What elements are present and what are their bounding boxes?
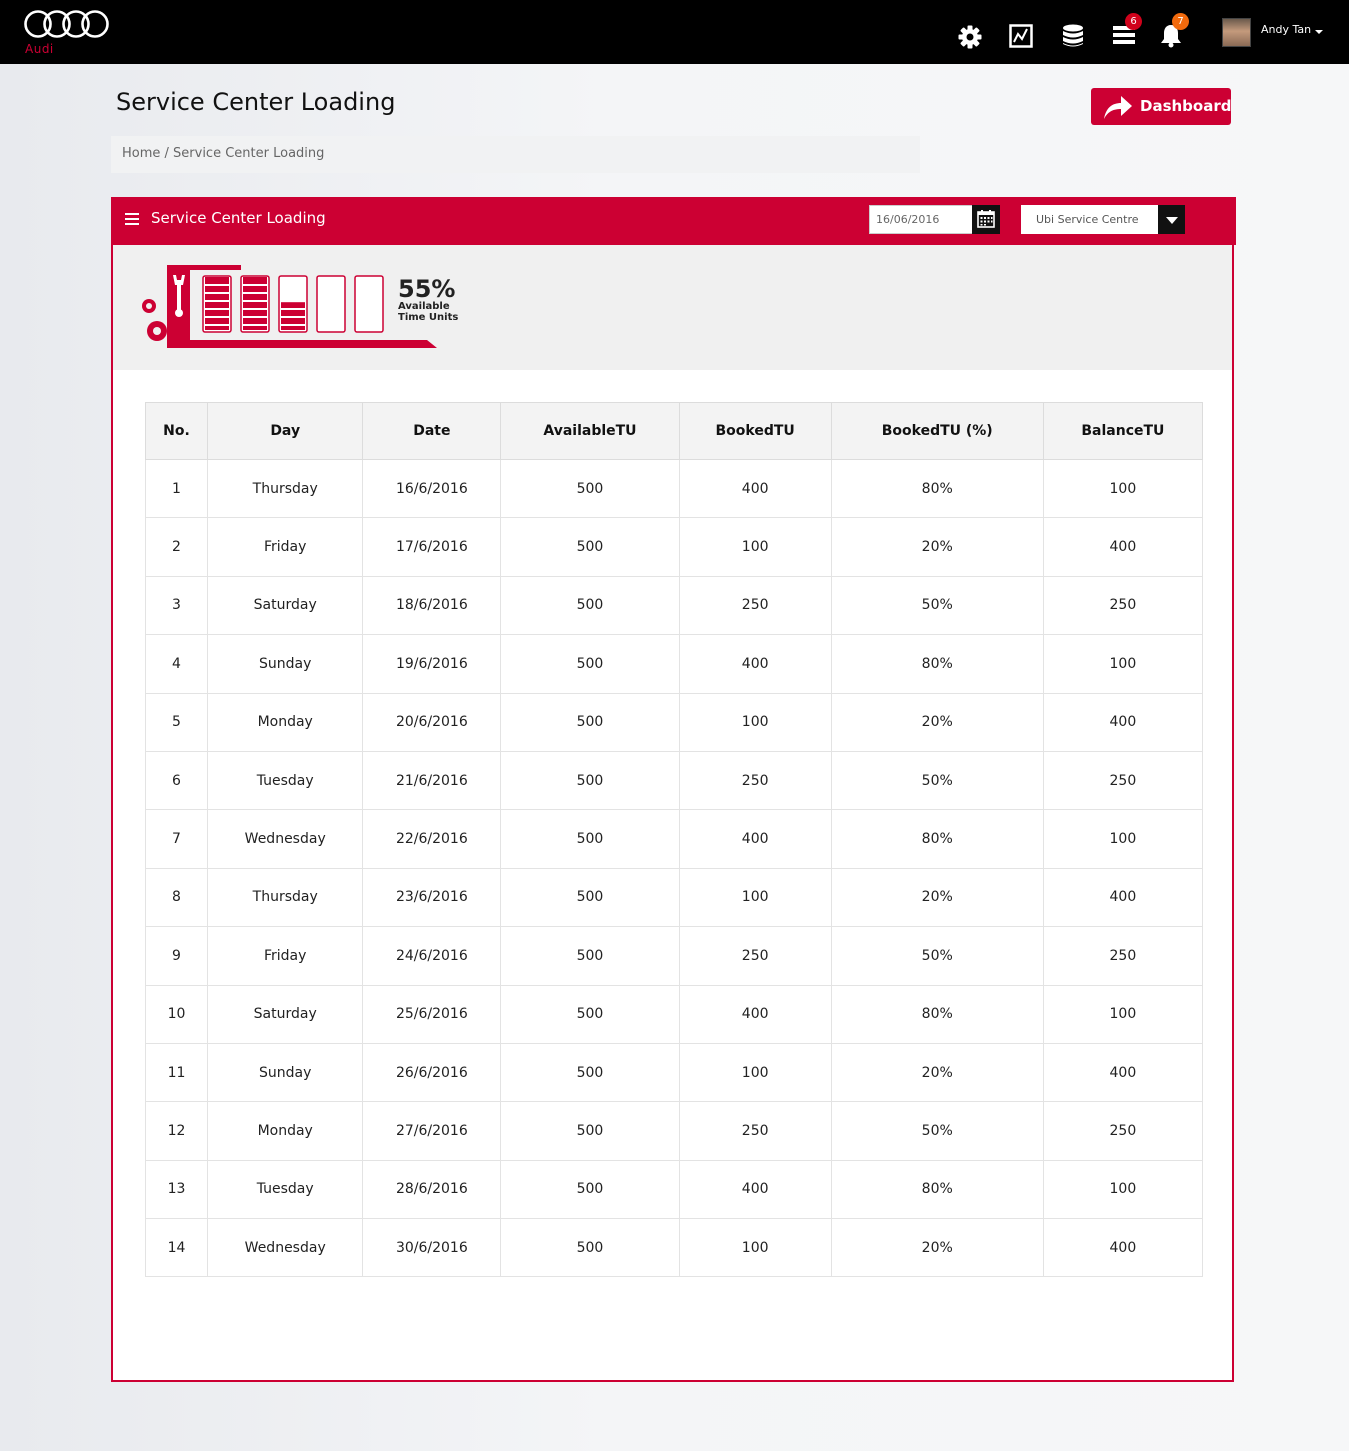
- table-cell: 250: [679, 576, 831, 634]
- table-cell: 500: [501, 1160, 679, 1218]
- time-unit-bars: [203, 276, 383, 332]
- table-cell: 50%: [831, 576, 1043, 634]
- table-cell: 4: [146, 635, 208, 693]
- breadcrumb[interactable]: Home / Service Center Loading: [111, 136, 920, 173]
- gears-icon: [142, 299, 167, 341]
- table-cell: 14: [146, 1219, 208, 1277]
- table-cell: 18/6/2016: [363, 576, 501, 634]
- table-cell: 50%: [831, 927, 1043, 985]
- calendar-icon[interactable]: [972, 205, 1000, 234]
- time-unit-bar-stripe: [243, 292, 267, 294]
- column-header: No.: [146, 403, 208, 460]
- loading-summary: [113, 245, 1232, 370]
- time-unit-bar-stripe: [205, 308, 229, 310]
- table-cell: 27/6/2016: [363, 1102, 501, 1160]
- table-cell: 500: [501, 576, 679, 634]
- column-header: Date: [363, 403, 501, 460]
- table-cell: 21/6/2016: [363, 751, 501, 809]
- time-unit-bar-stripe: [205, 284, 229, 286]
- table-cell: 250: [679, 751, 831, 809]
- service-centre-select[interactable]: Ubi Service Centre: [1021, 205, 1158, 234]
- chart-icon[interactable]: [1009, 24, 1035, 50]
- date-input[interactable]: 16/06/2016: [869, 205, 1000, 234]
- table-cell: Tuesday: [208, 1160, 363, 1218]
- table-cell: 50%: [831, 1102, 1043, 1160]
- table-cell: 10: [146, 985, 208, 1043]
- hamburger-menu-icon[interactable]: [125, 213, 139, 225]
- table-row: [146, 1043, 1203, 1101]
- table-cell: 500: [501, 810, 679, 868]
- column-header: BookedTU: [679, 403, 831, 460]
- table-cell: 6: [146, 751, 208, 809]
- table-cell: 400: [679, 810, 831, 868]
- table-cell: 500: [501, 1043, 679, 1101]
- time-unit-bar-stripe: [281, 316, 305, 318]
- table-cell: Friday: [208, 518, 363, 576]
- table-row: [146, 1219, 1203, 1277]
- table-header-row: [146, 403, 1203, 460]
- table-cell: 250: [1043, 1102, 1202, 1160]
- time-unit-bar: [355, 276, 383, 332]
- table-row: [146, 985, 1203, 1043]
- available-label-line1: Available: [398, 301, 450, 312]
- service-loading-graphic: [137, 261, 437, 351]
- column-header: Day: [208, 403, 363, 460]
- table-row: [146, 810, 1203, 868]
- table-cell: 500: [501, 1102, 679, 1160]
- table-cell: 17/6/2016: [363, 518, 501, 576]
- table-cell: 9: [146, 927, 208, 985]
- dropdown-arrow-icon[interactable]: [1158, 205, 1185, 234]
- table-cell: 80%: [831, 1160, 1043, 1218]
- table-cell: 20%: [831, 1043, 1043, 1101]
- table-cell: 12: [146, 1102, 208, 1160]
- table-row: [146, 1102, 1203, 1160]
- table-row: [146, 576, 1203, 634]
- table-cell: 13: [146, 1160, 208, 1218]
- column-header: AvailableTU: [501, 403, 679, 460]
- table-cell: 20%: [831, 1219, 1043, 1277]
- table-cell: 8: [146, 868, 208, 926]
- time-unit-bar-stripe: [243, 284, 267, 286]
- table-cell: 2: [146, 518, 208, 576]
- table-row: [146, 635, 1203, 693]
- table-cell: 50%: [831, 751, 1043, 809]
- table-body: [146, 460, 1203, 1277]
- table-cell: 400: [1043, 693, 1202, 751]
- table-cell: 16/6/2016: [363, 460, 501, 518]
- table-cell: 100: [679, 693, 831, 751]
- time-unit-bar: [317, 276, 345, 332]
- table-cell: Friday: [208, 927, 363, 985]
- table-cell: 22/6/2016: [363, 810, 501, 868]
- table-cell: 100: [679, 518, 831, 576]
- table-cell: Wednesday: [208, 1219, 363, 1277]
- time-unit-bar-stripe: [205, 324, 229, 326]
- gear-icon[interactable]: [957, 24, 983, 50]
- table-row: [146, 927, 1203, 985]
- table-row: [146, 518, 1203, 576]
- table-cell: 500: [501, 751, 679, 809]
- time-unit-bar-stripe: [243, 316, 267, 318]
- table-cell: 5: [146, 693, 208, 751]
- table-cell: 80%: [831, 985, 1043, 1043]
- table-cell: 500: [501, 985, 679, 1043]
- dashboard-button[interactable]: [1091, 88, 1231, 125]
- page-title: Service Center Loading: [116, 88, 396, 116]
- panel-header: [111, 197, 1236, 245]
- table-cell: 80%: [831, 635, 1043, 693]
- time-unit-bar-stripe: [205, 300, 229, 302]
- table-cell: Monday: [208, 1102, 363, 1160]
- tasks-list-icon[interactable]: [1113, 16, 1139, 50]
- tasks-count-badge: 6: [1125, 13, 1142, 30]
- table-cell: 250: [679, 927, 831, 985]
- time-unit-bar-stripe: [205, 292, 229, 294]
- table-cell: 400: [679, 985, 831, 1043]
- table-cell: Tuesday: [208, 751, 363, 809]
- table-cell: 20%: [831, 518, 1043, 576]
- table-cell: Thursday: [208, 868, 363, 926]
- table-cell: 400: [1043, 868, 1202, 926]
- available-label-line2: Time Units: [398, 312, 459, 323]
- brand-name: Audi: [25, 42, 54, 56]
- time-unit-bar-stripe: [243, 324, 267, 326]
- table-cell: 500: [501, 635, 679, 693]
- time-unit-bar-stripe: [281, 324, 305, 326]
- dashboard-label: Dashboard: [1140, 97, 1232, 115]
- table-cell: 30/6/2016: [363, 1219, 501, 1277]
- service-center-panel: [111, 197, 1234, 1382]
- table-cell: Sunday: [208, 635, 363, 693]
- caret-down-icon[interactable]: [1315, 30, 1323, 34]
- table-cell: Sunday: [208, 1043, 363, 1101]
- table-cell: 3: [146, 576, 208, 634]
- user-avatar[interactable]: [1222, 18, 1251, 47]
- table-cell: 250: [1043, 576, 1202, 634]
- table-cell: 500: [501, 518, 679, 576]
- bell-icon[interactable]: [1160, 16, 1186, 50]
- table-cell: 20/6/2016: [363, 693, 501, 751]
- table-cell: 400: [679, 460, 831, 518]
- table-cell: 1: [146, 460, 208, 518]
- table-cell: 500: [501, 1219, 679, 1277]
- table-cell: 7: [146, 810, 208, 868]
- table-cell: 400: [1043, 1219, 1202, 1277]
- time-unit-bar-stripe: [205, 316, 229, 318]
- table-cell: 500: [501, 868, 679, 926]
- table-cell: 100: [1043, 460, 1202, 518]
- table-cell: 100: [1043, 985, 1202, 1043]
- database-icon[interactable]: [1062, 24, 1088, 50]
- table-row: [146, 1160, 1203, 1218]
- table-cell: 100: [679, 1219, 831, 1277]
- table-cell: Wednesday: [208, 810, 363, 868]
- table-cell: Thursday: [208, 460, 363, 518]
- time-unit-bar-stripe: [243, 300, 267, 302]
- table-cell: 20%: [831, 693, 1043, 751]
- available-label: [398, 301, 458, 323]
- user-name[interactable]: Andy Tan: [1261, 23, 1312, 36]
- table-cell: 400: [679, 1160, 831, 1218]
- table-cell: 11: [146, 1043, 208, 1101]
- table-cell: 500: [501, 693, 679, 751]
- table-cell: Saturday: [208, 576, 363, 634]
- table-cell: 250: [1043, 927, 1202, 985]
- time-unit-bar-stripe: [243, 308, 267, 310]
- table-cell: 250: [1043, 751, 1202, 809]
- table-cell: 80%: [831, 810, 1043, 868]
- column-header: BookedTU (%): [831, 403, 1043, 460]
- table-row: [146, 751, 1203, 809]
- table-row: [146, 693, 1203, 751]
- table-cell: 23/6/2016: [363, 868, 501, 926]
- table-cell: 20%: [831, 868, 1043, 926]
- table-cell: 100: [679, 868, 831, 926]
- table-cell: 250: [679, 1102, 831, 1160]
- table-cell: 19/6/2016: [363, 635, 501, 693]
- loading-table: [145, 402, 1203, 1277]
- table-row: [146, 868, 1203, 926]
- table-cell: 100: [1043, 1160, 1202, 1218]
- share-arrow-icon: [1103, 94, 1133, 120]
- table-cell: Monday: [208, 693, 363, 751]
- column-header: BalanceTU: [1043, 403, 1202, 460]
- table-cell: Saturday: [208, 985, 363, 1043]
- table-cell: 28/6/2016: [363, 1160, 501, 1218]
- table-cell: 400: [679, 635, 831, 693]
- available-percent: 55%: [398, 275, 456, 303]
- table-cell: 500: [501, 460, 679, 518]
- panel-title: Service Center Loading: [151, 209, 326, 227]
- top-navbar: [0, 0, 1349, 64]
- table-cell: 400: [1043, 518, 1202, 576]
- table-cell: 100: [1043, 810, 1202, 868]
- table-cell: 100: [679, 1043, 831, 1101]
- table-cell: 500: [501, 927, 679, 985]
- table-cell: 80%: [831, 460, 1043, 518]
- table-cell: 24/6/2016: [363, 927, 501, 985]
- table-row: [146, 460, 1203, 518]
- table-cell: 25/6/2016: [363, 985, 501, 1043]
- notifications-count-badge: 7: [1172, 13, 1189, 30]
- time-unit-bar-stripe: [281, 308, 305, 310]
- table-cell: 26/6/2016: [363, 1043, 501, 1101]
- table-cell: 400: [1043, 1043, 1202, 1101]
- table-cell: 100: [1043, 635, 1202, 693]
